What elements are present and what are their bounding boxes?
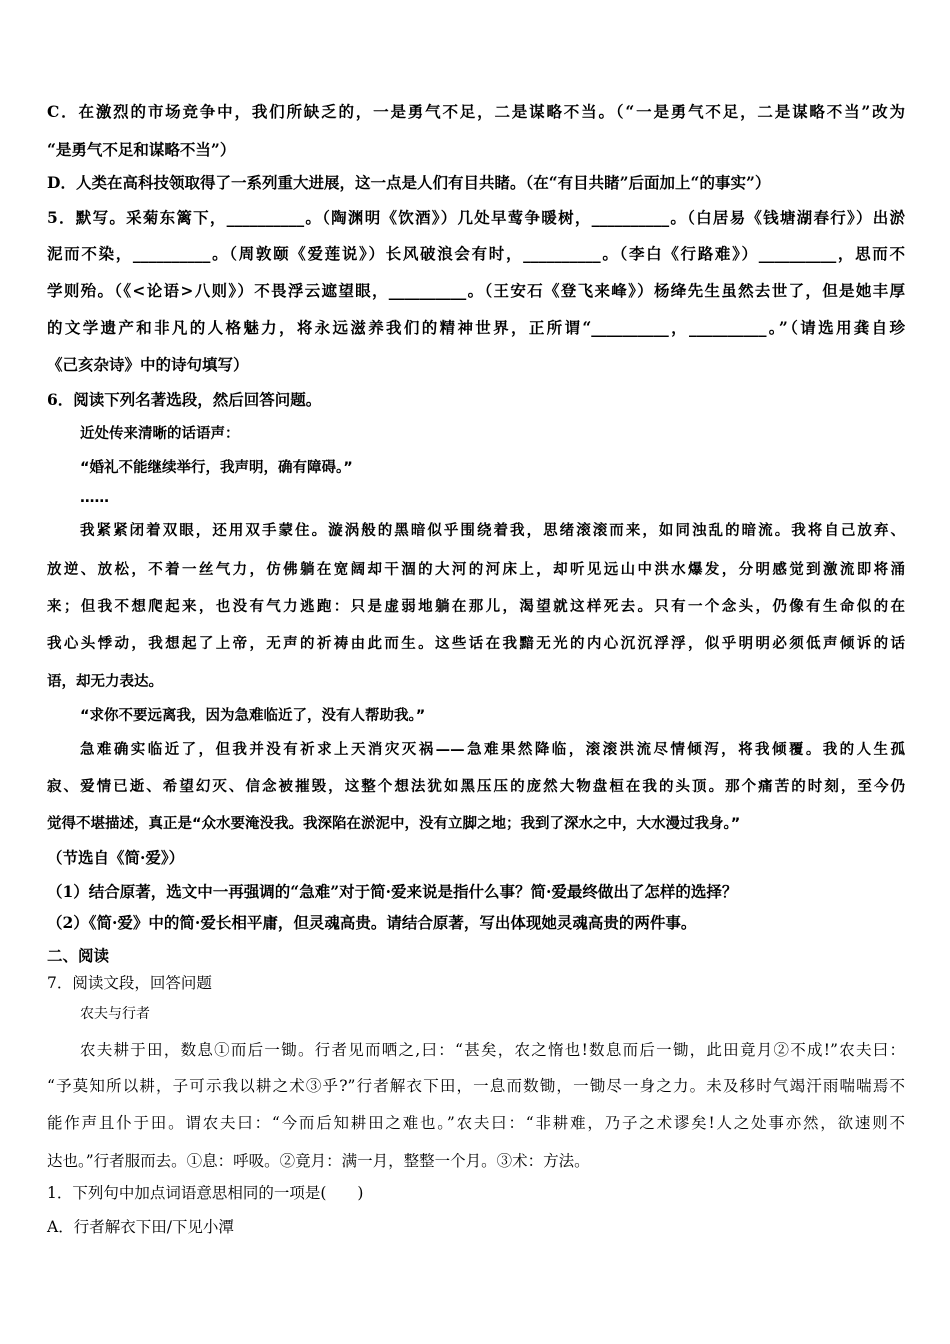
q6-sub2: （2）《简·爱》中的简·爱长相平庸，但灵魂高贵。请结合原著，写出体现她灵魂高贵的两件事。 <box>47 913 697 932</box>
q5-line5: 《己亥杂诗》中的诗句填写） <box>47 355 249 374</box>
excerpt-line: 近处传来清晰的话语声： <box>80 426 240 442</box>
q7-heading: 7．阅读文段，回答问题 <box>47 974 212 992</box>
excerpt-line: 我心头悸动，我想起了上帝，无声的祈祷由此而生。这些话在我黯无光的内心沉沉浮浮，似乎明明必须低声倾诉的话 <box>47 636 905 652</box>
excerpt-line: …… <box>80 490 109 506</box>
passage-title: 农夫与行者 <box>80 1006 150 1022</box>
q5-line3: 学则殆。（《<论语>八则》）不畏浮云遮望眼，__________。（王安石《登飞来峰》）杨绛先生虽然去世了，但是她丰厚 <box>47 281 905 300</box>
passage-line: 能作声且仆于田。谓农夫曰：“今而后知耕田之难也。”农夫曰：“非耕难，乃子之术谬矣!人之处事亦然，欲速则不 <box>47 1114 905 1132</box>
q7-sub1: 1．下列句中加点词语意思相同的一项是( ) <box>47 1184 364 1202</box>
q5-line2: 泥而不染，__________。（周敦颐《爱莲说》）长风破浪会有时，__________。（李白《行路难》）__________，思而不 <box>47 244 905 263</box>
passage-line: “予莫知所以耕，子可示我以耕之术③乎?”行者解衣下田，一息而数锄，一锄尽一身之力。未及移时气竭汗雨喘喘焉不 <box>47 1077 905 1095</box>
excerpt-line: 寂、爱情已逝、希望幻灭、信念被摧毁，这整个想法犹如黑压压的庞然大物盘桓在我的头顶。那个痛苦的时刻，至今仍 <box>47 779 905 795</box>
excerpt-source: （节选自《简·爱》） <box>47 848 185 867</box>
excerpt-line: 放逆、放松，不着一丝气力，仿佛躺在宽阔却干涸的大河的河床上，却听见远山中洪水爆发，分明感觉到激流即将涌 <box>47 562 905 578</box>
excerpt-line: 觉得不堪描述，真正是“众水要淹没我。我深陷在淤泥中，没有立脚之地；我到了深水之中，大水漫过我身。” <box>47 816 741 832</box>
option-c-line1: C．在激烈的市场竞争中，我们所缺乏的，一是勇气不足，二是谋略不当。（“一是勇气不足，二是谋略不当”改为 <box>47 102 905 121</box>
option-c-line2: “是勇气不足和谋略不当”） <box>47 140 236 159</box>
excerpt-line: “求你不要远离我，因为急难临近了，没有人帮助我。” <box>80 708 426 724</box>
q5-line4: 的文学遗产和非凡的人格魅力，将永远滋养我们的精神世界，正所谓“__________，__________。”（请选用龚自珍 <box>47 318 905 337</box>
passage-notes: 达也。”行者服而去。①息：呼吸。②竟月：满一月，整整一个月。③术：方法。 <box>47 1152 590 1170</box>
q7-option-a: A．行者解衣下田/下见小潭 <box>47 1218 234 1236</box>
excerpt-line: 来；但我不想爬起来，也没有气力逃跑：只是虚弱地躺在那儿，渴望就这样死去。只有一个念头，仍像有生命似的在 <box>47 599 905 615</box>
q6-heading: 6．阅读下列名著选段，然后回答问题。 <box>47 390 322 409</box>
excerpt-line: “婚礼不能继续举行，我声明，确有障碍。” <box>80 460 353 476</box>
q6-sub1: （1）结合原著，选文中一再强调的“急难”对于简·爱来说是指什么事？简·爱最终做出了怎样的选择？ <box>47 882 738 901</box>
passage-line: 农夫耕于田，数息①而后一锄。行者见而哂之,曰：“甚矣，农之惰也!数息而后一锄，此田竟月②不成!”农夫曰： <box>80 1041 905 1059</box>
excerpt-line: 急难确实临近了，但我并没有祈求上天消灾灭祸——急难果然降临，滚滚洪流尽情倾泻，将我倾覆。我的人生孤 <box>80 742 905 758</box>
section-heading-reading: 二、阅读 <box>47 946 110 965</box>
q5-line1: 5．默写。采菊东篱下，__________。（陶渊明《饮酒》）几处早莺争暖树，__________。（白居易《钱塘湖春行》）出淤 <box>47 208 905 227</box>
option-d: D．人类在高科技领取得了一系列重大进展，这一点是人们有目共睹。（在“有目共睹”后面加上“的事实”） <box>47 173 771 192</box>
excerpt-line: 我紧紧闭着双眼，还用双手蒙住。漩涡般的黑暗似乎围绕着我，思绪滚滚而来，如同浊乱的暗流。我将自己放弃、 <box>80 523 905 539</box>
excerpt-line: 语，却无力表达。 <box>47 674 163 690</box>
